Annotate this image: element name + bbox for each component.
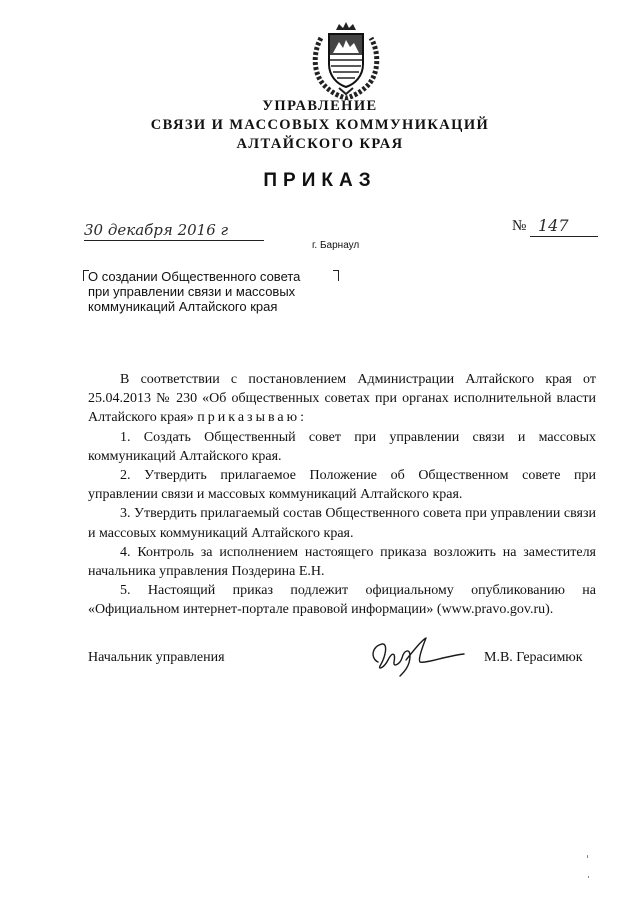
order-item-1: 1. Создать Общественный совет при управлении связи и массовых коммуникаций Алтайского края.: [88, 429, 596, 464]
org-name-line3: АЛТАЙСКОГО КРАЯ: [236, 136, 404, 152]
scan-mark: [587, 855, 588, 858]
order-item-4: 4. Контроль за исполнением настоящего приказа возложить на заместителя начальника управления Поздерина Е.Н.: [88, 544, 596, 580]
order-item-5: 5. Настоящий приказ подлежит официальному опубликованию на «Официальном интернет-портале правовой информации» (www.pravo.gov.ru).: [88, 583, 596, 618]
preamble-paragraph: [88, 370, 596, 428]
org-name-line1: УПРАВЛЕНИЕ: [262, 98, 378, 114]
date-underline: [84, 240, 264, 241]
handwritten-date: 30 декабря 2016 г: [84, 221, 229, 239]
org-name-line2: СВЯЗИ И МАССОВЫХ КОММУНИКАЦИЙ: [150, 117, 490, 133]
document-type-title: ПРИКАЗ: [263, 170, 377, 191]
handwritten-number: 147: [538, 216, 569, 235]
order-item-3: 3. Утвердить прилагаемый состав Общественного совета при управлении связи и массовых коммуникаций Алтайского края.: [88, 506, 596, 541]
city-name: г. Барнаул: [312, 240, 360, 251]
order-item-2: 2. Утвердить прилагаемое Положение об Общественном совете при управлении связи и массовых коммуникаций Алтайского края.: [88, 468, 596, 503]
order-body: [88, 370, 596, 620]
subject-line-3: коммуникаций Алтайского края: [88, 299, 278, 314]
signatory-position: Начальник управления: [88, 650, 225, 665]
preamble-text: В соответствии с постановлением Администрации Алтайского края от 25.04.2013 № 230 «Об общественных советах при органах исполнительной власти Алтайского края»: [88, 372, 596, 426]
subject-line-1: О создании Общественного совета: [88, 269, 301, 284]
signatory-name: М.В. Герасимюк: [484, 650, 583, 665]
coat-of-arms-emblem: [309, 20, 383, 100]
number-label: №: [512, 218, 527, 234]
order-subject: [88, 269, 358, 314]
preamble-order-word: приказываю:: [197, 410, 307, 426]
scan-mark: [588, 876, 589, 878]
handwritten-signature: [366, 632, 466, 682]
number-underline: [530, 236, 598, 237]
subject-line-2: при управлении связи и массовых: [88, 284, 296, 299]
